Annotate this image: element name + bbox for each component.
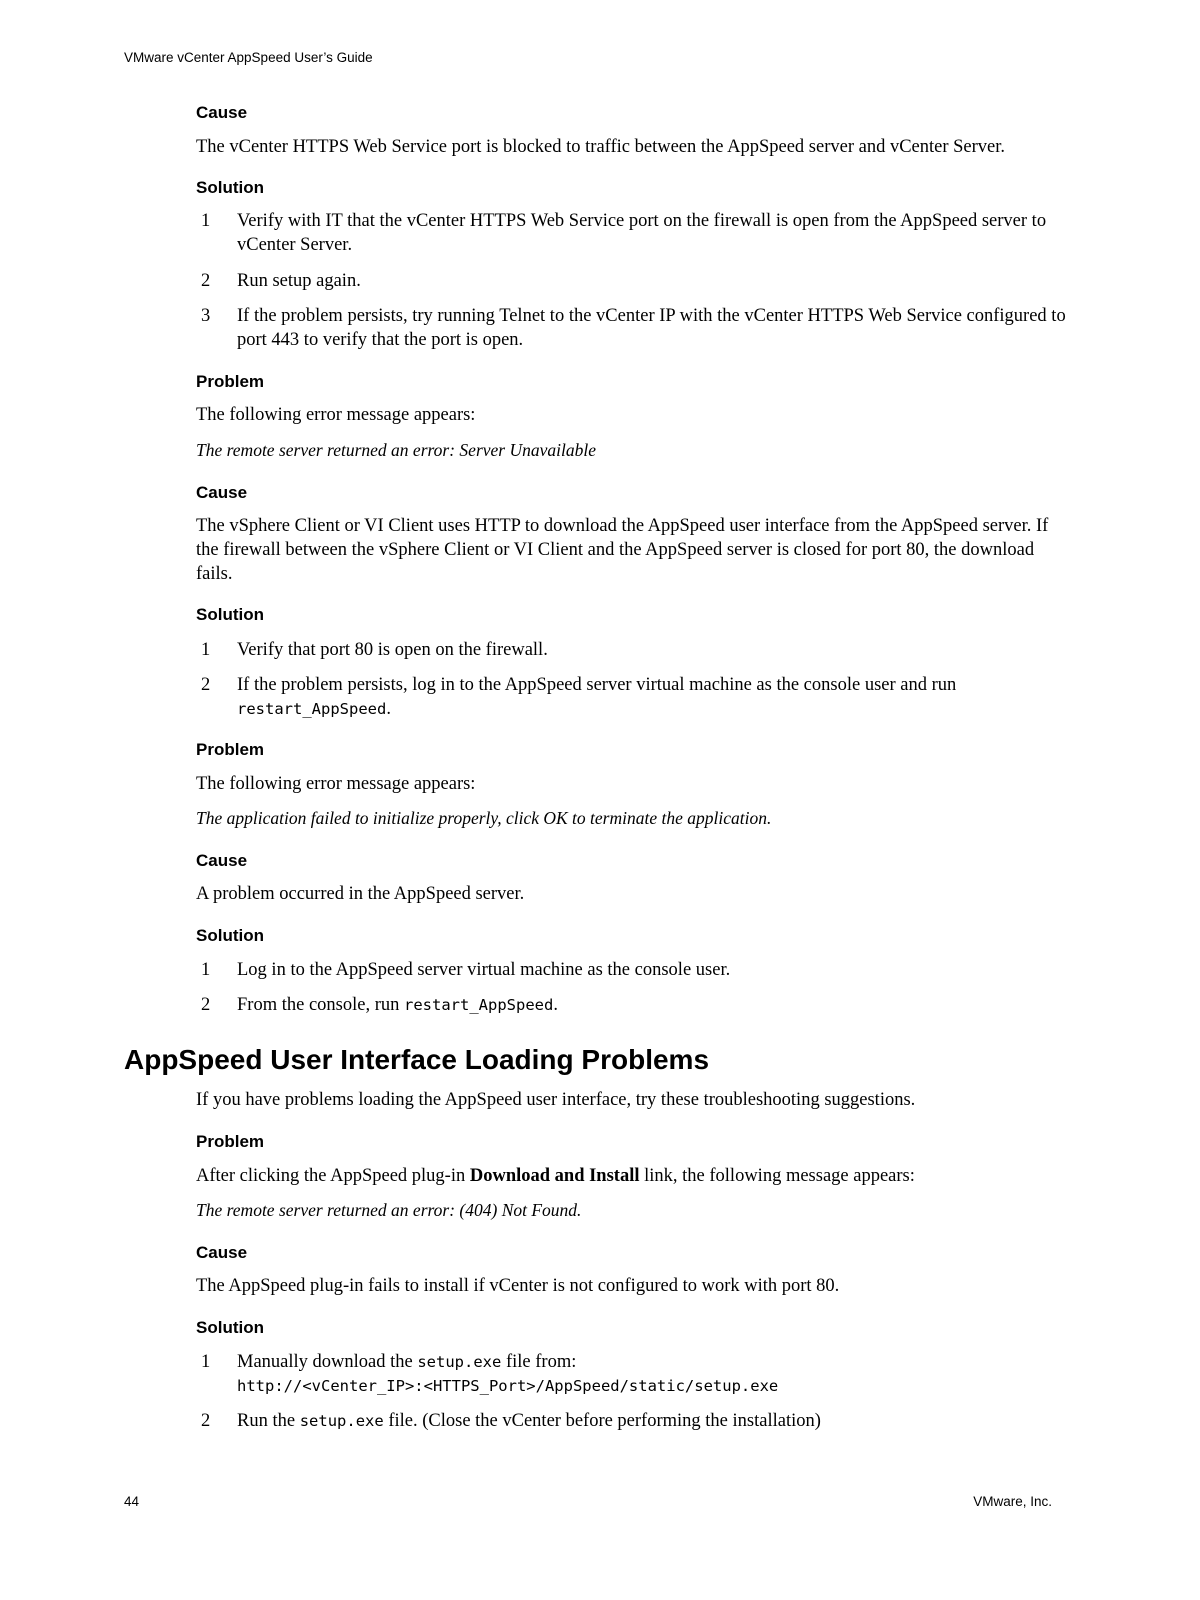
error-message: The remote server returned an error: Server Unavailable bbox=[196, 440, 596, 460]
download-url: http://<vCenter_IP>:<HTTPS_Port>/AppSpeed/static/setup.exe bbox=[237, 1377, 779, 1395]
section-intro: If you have problems loading the AppSpeed user interface, try these troubleshooting suggestions. bbox=[196, 1090, 916, 1110]
step-number: 2 bbox=[201, 675, 211, 695]
step-text-suffix: file. (Close the vCenter before performing the installation) bbox=[383, 1411, 821, 1431]
step-text bbox=[237, 1350, 1077, 1374]
cause-heading: Cause bbox=[196, 1243, 248, 1262]
cause-text: The vSphere Client or VI Client uses HTTP to download the AppSpeed user interface from the AppSpeed server. If the firewall between the vSphere Client or VI Client and the AppSpeed server is closed for port 80, the download fails. bbox=[196, 516, 1049, 584]
step-text-part: Run the bbox=[237, 1411, 300, 1431]
solution-heading: Solution bbox=[196, 926, 264, 945]
command-code: restart_AppSpeed bbox=[404, 996, 554, 1014]
problem-text: The following error message appears: bbox=[196, 774, 476, 794]
error-message: The remote server returned an error: (404) Not Found. bbox=[196, 1200, 582, 1220]
step-text-suffix: . bbox=[386, 699, 391, 719]
step-text: Log in to the AppSpeed server virtual machine as the console user. bbox=[237, 960, 731, 980]
problem-heading: Problem bbox=[196, 1132, 265, 1151]
solution-heading: Solution bbox=[196, 605, 264, 624]
cause-text: The vCenter HTTPS Web Service port is blocked to traffic between the AppSpeed server and vCenter Server. bbox=[196, 137, 1006, 157]
step-number: 1 bbox=[201, 1352, 211, 1372]
problem-text-part: After clicking the AppSpeed plug-in bbox=[196, 1166, 470, 1186]
file-code: setup.exe bbox=[417, 1353, 502, 1371]
file-code: setup.exe bbox=[299, 1412, 384, 1430]
problem-heading: Problem bbox=[196, 372, 265, 391]
step-number: 2 bbox=[201, 1411, 211, 1431]
solution-heading: Solution bbox=[196, 178, 264, 197]
step-text-part: If the problem persists, log in to the AppSpeed server virtual machine as the console user and run bbox=[237, 675, 957, 695]
step-number: 2 bbox=[201, 995, 211, 1015]
solution-heading: Solution bbox=[196, 1318, 264, 1337]
step-number: 2 bbox=[201, 271, 211, 291]
problem-heading: Problem bbox=[196, 740, 265, 759]
command-code: restart_AppSpeed bbox=[237, 700, 387, 718]
problem-text bbox=[196, 1164, 915, 1188]
section-title: AppSpeed User Interface Loading Problems bbox=[124, 1044, 710, 1075]
footer-company: VMware, Inc. bbox=[973, 1494, 1052, 1509]
step-text bbox=[237, 673, 1037, 721]
cause-text: The AppSpeed plug-in fails to install if vCenter is not configured to work with port 80. bbox=[196, 1276, 840, 1296]
cause-heading: Cause bbox=[196, 483, 248, 502]
link-name: Download and Install bbox=[469, 1166, 640, 1186]
running-header: VMware vCenter AppSpeed User’s Guide bbox=[124, 50, 373, 65]
step-number: 1 bbox=[201, 640, 211, 660]
page-number: 44 bbox=[124, 1494, 140, 1509]
step-text: Verify that port 80 is open on the firewall. bbox=[237, 640, 548, 660]
error-message: The application failed to initialize properly, click OK to terminate the application. bbox=[196, 808, 772, 828]
step-text-part: From the console, run bbox=[237, 995, 404, 1015]
step-text: Verify with IT that the vCenter HTTPS Web Service port on the firewall is open from the AppSpeed server to vCenter Server. bbox=[237, 211, 1047, 255]
step-text-suffix: . bbox=[553, 995, 558, 1015]
step-number: 3 bbox=[201, 306, 211, 326]
cause-text: A problem occurred in the AppSpeed server. bbox=[196, 884, 525, 904]
problem-text: The following error message appears: bbox=[196, 405, 476, 425]
step-text: Run setup again. bbox=[237, 271, 361, 291]
problem-text-suffix: link, the following message appears: bbox=[639, 1166, 915, 1186]
step-text: If the problem persists, try running Telnet to the vCenter IP with the vCenter HTTPS Web Service configured to port 443 to verify that the port is open. bbox=[237, 306, 1066, 350]
step-text bbox=[237, 1409, 1077, 1433]
step-number: 1 bbox=[201, 960, 211, 980]
step-text-suffix: file from: bbox=[501, 1352, 577, 1372]
step-number: 1 bbox=[201, 211, 211, 231]
step-text-part: Manually download the bbox=[237, 1352, 418, 1372]
cause-heading: Cause bbox=[196, 851, 248, 870]
cause-heading: Cause bbox=[196, 103, 248, 122]
step-text bbox=[237, 993, 1077, 1017]
